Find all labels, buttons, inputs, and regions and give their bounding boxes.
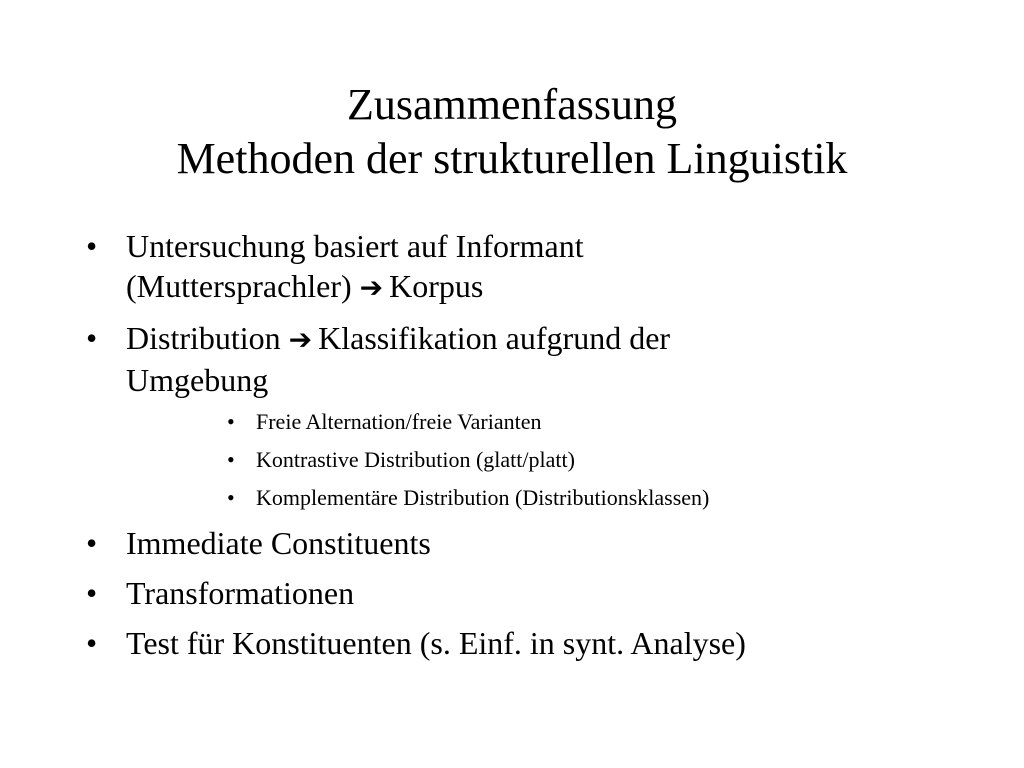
arrow-right-icon: ➔ — [288, 323, 313, 356]
bullet-text-after-arrow: Klassifikation aufgrund der — [318, 320, 671, 356]
bullet-icon: • — [86, 525, 98, 561]
bullet-icon: • — [86, 575, 98, 611]
sub-bullet-item — [126, 408, 986, 435]
bullet-icon: • — [227, 409, 235, 434]
bullet-item-informant — [86, 226, 986, 308]
sub-bullet-text: Freie Alternation/freie Varianten — [256, 409, 542, 434]
bullet-icon: • — [227, 447, 235, 472]
sub-bullet-item — [126, 484, 986, 511]
bullet-text: Transformationen — [126, 575, 355, 611]
title-line-1: Zusammenfassung — [347, 80, 677, 129]
bullet-text-line-1 — [126, 318, 986, 360]
title-line-2: Methoden der strukturellen Linguistik — [176, 134, 848, 183]
arrow-right-icon: ➔ — [359, 271, 384, 304]
bullet-item-konstituententest — [86, 623, 986, 663]
bullet-text: Test für Konstituenten (s. Einf. in synt. Analyse) — [126, 625, 746, 661]
bullet-text-line-2: Umgebung — [126, 362, 269, 398]
sub-bullet-list — [126, 408, 986, 511]
bullet-item-transformationen — [86, 573, 986, 613]
bullet-text-after-arrow: Korpus — [389, 268, 484, 304]
bullet-icon: • — [86, 320, 98, 356]
bullet-list — [86, 226, 986, 673]
bullet-text-line-2 — [126, 266, 986, 308]
slide-title — [0, 78, 1024, 186]
sub-bullet-item — [126, 446, 986, 473]
bullet-text-before-arrow: Distribution — [126, 320, 281, 356]
bullet-text: Immediate Constituents — [126, 525, 431, 561]
bullet-text-line-1: Untersuchung basiert auf Informant — [126, 228, 584, 264]
bullet-icon: • — [86, 625, 98, 661]
bullet-icon: • — [86, 228, 98, 264]
bullet-item-distribution — [86, 318, 986, 511]
sub-bullet-text: Komplementäre Distribution (Distributionsklassen) — [256, 485, 710, 510]
bullet-item-immediate-constituents — [86, 523, 986, 563]
sub-bullet-text: Kontrastive Distribution (glatt/platt) — [256, 447, 575, 472]
bullet-icon: • — [227, 485, 235, 510]
bullet-text-before-arrow: (Muttersprachler) — [126, 268, 352, 304]
